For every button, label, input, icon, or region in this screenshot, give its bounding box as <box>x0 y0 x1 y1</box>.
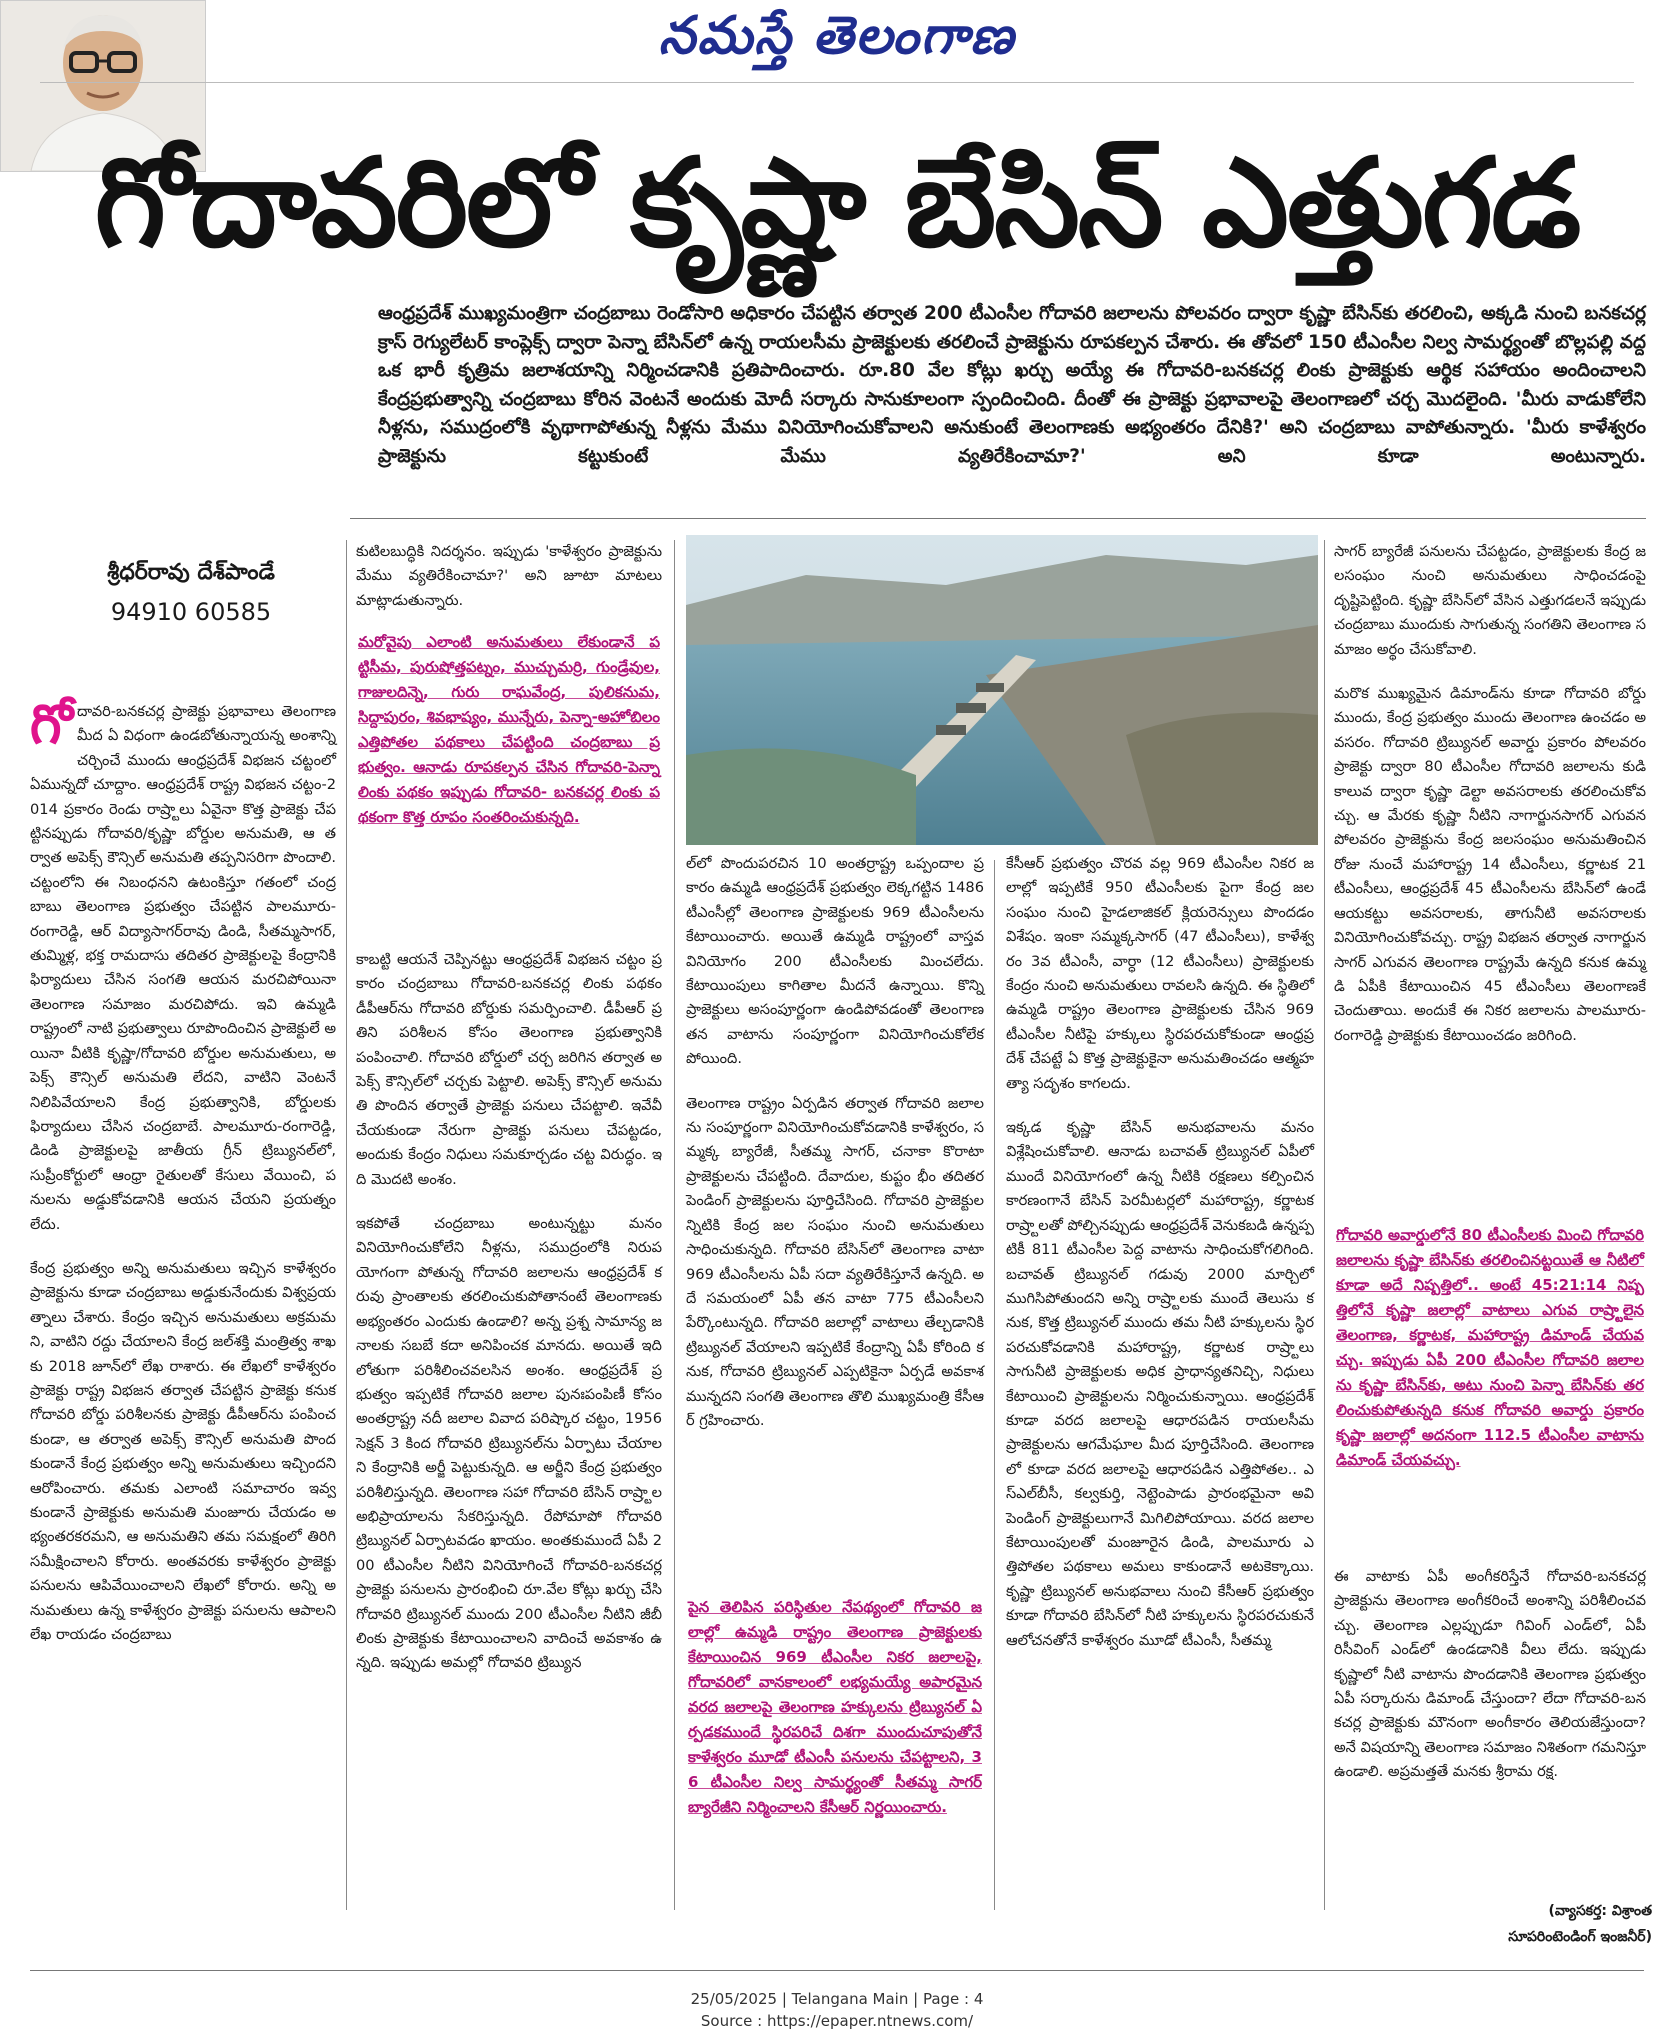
footer-date-page: 25/05/2025 | Telangana Main | Page : 4 <box>690 1990 984 2008</box>
paragraph: తెలంగాణ రాష్ట్రం ఏర్పడిన తర్వాత గోదావరి జలాలను సంపూర్ణంగా వినియోగించుకోవడానికి కాళేశ్వరం, సమ్మక్క బ్యారేజీ, సీతమ్మ సాగర్, చనాకా కొరాటా ప్రాజెక్టులను చేపట్టింది. దేవాదుల, కుప్టం భీం తదితర పెండింగ్ ప్రాజెక్టులను పూర్తిచేసింది. గోదావరి ప్రాజెక్టులన్నిటికి కేంద్ర జల సంఘం నుంచి అనుమతులు సాధించుకున్నది. గోదావరి బేసిన్‌లో తెలంగాణ వాటా 969 టీఎంసీలను ఏపీ సదా వ్యతిరేకిస్తూనే ఉన్నది. అదే సమయంలో ఏపీ తన వాటా 775 టీఎంసీలని పేర్కొంటున్నది. గోదావరి జలాల్లో వాటాలు తేల్చడానికి ట్రిబ్యునల్ వేయాలని ఇప్పటికే కేంద్రాన్ని ఏపీ కోరింది కనుక, గోదావరి ట్రిబ్యునల్ ఎప్పటికైనా ఏర్పడే అవకాశమున్నదని సంగతి తెలంగాణ తొలి ముఖ్యమంత్రి కేసీఆర్ గ్రహించారు. <box>686 1094 984 1429</box>
paragraph: కేంద్ర ప్రభుత్వం అన్ని అనుమతులు ఇచ్చిన కాళేశ్వరం ప్రాజెక్టును కూడా చంద్రబాబు అడ్డుకునేందుకు విశ్వప్రయత్నాలు చేశారు. కేంద్రం ఇచ్చిన అనుమతులు అక్రమమని, వాటిని రద్దు చేయాలని కేంద్ర జల్‌శక్తి మంత్రిత్వ శాఖకు 2018 జూన్‌లో లేఖ రాశారు. ఈ లేఖలో కాళేశ్వరం ప్రాజెక్టు రాష్ట్ర విభజన తర్వాత చేపట్టిన ప్రాజెక్టు కనుక గోదావరి బోర్డు పరిశీలనకు ప్రాజెక్టు డీపీఆర్‌ను పంపించకుండా, ఆ తర్వాత అపెక్స్ కౌన్సిల్ అనుమతి పొందకుండానే కేంద్ర ప్రభుత్వం అన్ని అనుమతులు ఇచ్చిందని ఆరోపించారు. తమకు ఎలాంటి సమాచారం ఇవ్వకుండానే ప్రాజెక్టుకు అనుమతి మంజూరు చేయడం అభ్యంతరకరమని, ఆ అనుమతిని తమ సమక్షంలో తిరిగి సమీక్షించాలని కోరారు. అంతవరకు కాళేశ్వరం ప్రాజెక్టు పనులను ఆపివేయించాలని లేఖలో కోరారు. అన్ని అనుమతులు ఉన్న కాళేశ్వరం ప్రాజెక్టు పనులను ఆపాలని లేఖ రాయడం చంద్రబాబు <box>30 1259 336 1644</box>
drop-cap: గో <box>30 693 73 756</box>
headline: గోదావరిలో కృష్ణా బేసిన్ ఎత్తుగడ <box>94 132 1580 274</box>
credit-line: సూపరింటెండింగ్ ఇంజనీర్) <box>1508 1929 1652 1945</box>
paragraph: సాగర్ బ్యారేజీ పనులను చేపట్టడం, ప్రాజెక్టులకు కేంద్ర జలసంఘం నుంచి అనుమతులు సాధించడంపై దృష్టిపెట్టింది. కృష్ణా బేసిన్‌లో వేసిన ఎత్తుగడలనే ఇప్పుడు చంద్రబాబు ముందుకు సాగుతున్న సంగతిని తెలంగాణ సమాజం అర్థం చేసుకోవాలి. <box>1334 543 1646 658</box>
pull-quote-3: గోదావరి అవార్డులోనే 80 టీఎంసీలకు మించి గోదావరి జలాలను కృష్ణా బేసిన్‌కు తరలించినట్టయితే ఆ నీటిలో కూడా అదే నిష్పత్తిలో.. అంటే 45:21:14 నిష్పత్తిలోనే కృష్ణా జలాల్లో వాటాలు ఎగువ రాష్ర్టాలైన తెలంగాణ, కర్ణాటక, మహారాష్ట్ర డిమాండ్ చేయవచ్చు. ఇప్పుడు ఏపీ 200 టీఎంసీల గోదావరి జలాలను కృష్ణా బేసిన్‌కు, అటు నుంచి పెన్నా బేసిన్‌కు తరలించుకుపోతున్నది కనుక గోదావరి అవార్డు ప్రకారం కృష్ణా జలాల్లో అదనంగా 112.5 టీఎంసీల వాటాను డిమాండ్ చేయవచ్చు. <box>1336 1226 1644 1469</box>
footer-divider <box>30 1970 1644 1971</box>
dam-image-icon <box>686 535 1318 845</box>
column-1 <box>30 693 337 1667</box>
credit-line: (వ్యాసకర్త: విశ్రాంత <box>1548 1903 1652 1919</box>
paragraph: దావరి-బనకచర్ల ప్రాజెక్టు ప్రభావాలు తెలంగాణ మీద ఏ విధంగా ఉండబోతున్నాయన్న అంశాన్ని చర్చించే ముందు ఆంధ్రప్రదేశ్ విభజన చట్టంలో ఏమున్నదో చూద్దాం. ఆంధ్రప్రదేశ్ రాష్ట్ర విభజన చట్టం-2014 ప్రకారం రెండు రాష్ర్టాలు ఏవైనా కొత్త ప్రాజెక్టు చేపట్టినప్పుడు గోదావరి/కృష్ణా బోర్డుల అనుమతి, ఆ తర్వాత అపెక్స్ కౌన్సిల్ అనుమతి తప్పనిసరిగా పొందాలి. చట్టంలోని ఈ నిబంధనని ఉటంకిస్తూ గతంలో చంద్రబాబు తెలంగాణ ప్రభుత్వం చేపట్టిన పాలమూరు-రంగారెడ్డి, ఆర్ విద్యాసాగర్‌రావు డిండి, సీతమ్మసాగర్, తుమ్మిళ్ల, భక్త రామదాసు తదితర ప్రాజెక్టులపై కేంద్రానికి ఫిర్యాదులు చేసిన సంగతి ఆయన మరచిపోయినా తెలంగాణ సమాజం మరచిపోదు. ఇవి ఉమ్మడి రాష్ట్రంలో నాటి ప్రభుత్వాలు రూపొందించిన ప్రాజెక్టులే అయినా వీటికి కృష్ణా/గోదావరి బోర్డుల అనుమతులు, అపెక్స్ కౌన్సిల్ అనుమతి లేదని, వాటిని వెంటనే నిలిపివేయాలని కేంద్ర ప్రభుత్వానికి, బోర్డులకు ఫిర్యాదులు చేసిన చంద్రబాబే. పాలమూరు-రంగారెడ్డి, డిండి ప్రాజెక్టులపై జాతీయ గ్రీన్ ట్రిబ్యునల్‌లో, సుప్రీంకోర్టులో ఆంధ్రా రైతులతో కేసులు వేయించి, పనులను అడ్డుకోవడానికి ఆయన చేయని ప్రయత్నం లేదు. <box>30 703 337 1233</box>
column-rule <box>346 540 347 1910</box>
intro-text: ఆంధ్రప్రదేశ్ ముఖ్యమంత్రిగా చంద్రబాబు రెండోసారి అధికారం చేపట్టిన తర్వాత 200 టీఎంసీల గోదావరి జలాలను పోలవరం ద్వారా కృష్ణా బేసిన్‌కు తరలించి, అక్కడి నుంచి బనకచర్ల క్రాస్ రెగ్యులేటర్ కాంప్లెక్స్ ద్వారా పెన్నా బేసిన్‌లో ఉన్న రాయలసీమ ప్రాజెక్టులకు తరలించే ప్రాజెక్టును రూపకల్పన చేశారు. ఈ తోవలో 150 టీఎంసీల నిల్వ సామర్థ్యంతో బొల్లపల్లి వద్ద ఒక భారీ కృత్రిమ జలాశయాన్ని నిర్మించడానికి ప్రతిపాదించారు. రూ.80 వేల కోట్లు ఖర్చు అయ్యే ఈ గోదావరి-బనకచర్ల లింకు ప్రాజెక్టుకు ఆర్థిక సహాయం అందించాలని కేంద్రప్రభుత్వాన్ని చంద్రబాబు కోరిన వెంటనే అందుకు మోదీ సర్కారు సానుకూలంగా స్పందించింది. దీంతో ఈ ప్రాజెక్టు ప్రభావాలపై తెలంగాణలో చర్చ మొదలైంది. 'మీరు వాడుకోలేని నీళ్లను, సముద్రంలోకి వృథాగాపోతున్న నీళ్లను మేము వినియోగించుకోవాలని అనుకుంటే తెలంగాణకు అభ్యంతరం దేనికి?' అని చంద్రబాబు వాపోతున్నారు. 'మీరు కాళేశ్వరం ప్రాజెక్టును కట్టుకుంటే మేము వ్యతిరేకించామా?' అని కూడా అంటున్నారు. <box>378 303 1646 467</box>
paragraph: కుటిలబుద్ధికి నిదర్శనం. ఇప్పుడు 'కాళేశ్వరం ప్రాజెక్టును మేము వ్యతిరేకించామా?' అని జూటా మాటలు మాట్లాడుతున్నారు. <box>356 543 662 609</box>
column-5-continued <box>1334 1565 1646 1805</box>
masthead-logo: నమస్తే తెలంగాణ <box>658 6 1016 66</box>
column-rule <box>994 860 995 1910</box>
author-phone: 94910 60585 <box>110 598 272 626</box>
column-5 <box>1334 540 1646 1068</box>
column-2-continued <box>356 948 662 1696</box>
paragraph: ఈ వాటాకు ఏపీ అంగీకరిస్తేనే గోదావరి-బనకచర్ల ప్రాజెక్టును తెలంగాణ అంగీకరించే అంశాన్ని పరిశీలించవచ్చు. తెలంగాణ ఎల్లప్పుడూ గివింగ్ ఎండ్‌లో, ఏపీ రిసీవింగ్ ఎండ్‌లో ఉండడానికి వీలు లేదు. ఇప్పుడు కృష్ణాలో నీటి వాటాను పొందడానికి తెలంగాణ ప్రభుత్వం ఏపీ సర్కారును డిమాండ్ చేస్తుందా? లేదా గోదావరి-బనకచర్ల ప్రాజెక్టుకు మౌనంగా అంగీకారం తెలియజేస్తుందా? అనే విషయాన్ని తెలంగాణ సమాజం నిశితంగా గమనిస్తూ ఉండాలి. అప్రమత్తతే మనకు శ్రీరామ రక్ష. <box>1334 1568 1646 1781</box>
author-name: శ్రీధర్‌రావు దేశ్‌పాండే <box>107 560 275 585</box>
paragraph: కేసీఆర్ ప్రభుత్వం చొరవ వల్ల 969 టీఎంసీల నికర జలాల్లో ఇప్పటికే 950 టీఎంసీలకు పైగా కేంద్ర జల సంఘం నుంచి హైడలాజికల్ క్లియరెన్సులు పొందడం విశేషం. ఇంకా సమ్మక్కసాగర్ (47 టీఎంసీలు), కాళేశ్వరం 3వ టీఎంసీ, వార్ధా (12 టీఎంసీలు) ప్రాజెక్టులకు కేంద్రం నుంచి అనుమతులు రావలసి ఉన్నది. ఈ స్థితిలో ఉమ్మడి రాష్ట్రం తెలంగాణ ప్రాజెక్టులకు చేసిన 969 టీఎంసీల నీటిపై హక్కులు స్థిరపరచుకోకుండా ఆంధ్రప్రదేశ్ చేపట్టే ఏ కొత్త ప్రాజెక్టుకైనా అనుమతించడం ఆత్మహత్యా సదృశం కాగలదు. <box>1006 855 1314 1092</box>
paragraph: ల్‌లో పొందుపరచిన 10 అంతర్రాష్ట్ర ఒప్పందాల ప్రకారం ఉమ్మడి ఆంధ్రప్రదేశ్ ప్రభుత్వం లెక్కగట్టిన 1486 టీఎంసీల్లో తెలంగాణ ప్రాజెక్టులకు 969 టీఎంసీలను కేటాయించారు. అయితే ఉమ్మడి రాష్ట్రంలో వాస్తవ వినియోగం 200 టీఎంసీలకు మించలేదు. కేటాయింపులు కాగితాల మీదనే ఉన్నాయి. కొన్ని ప్రాజెక్టులు అసంపూర్ణంగా ఉండిపోవడంతో తెలంగాణ తన వాటాను సంపూర్ణంగా వినియోగించుకోలేకపోయింది. <box>686 855 984 1068</box>
intro-divider <box>350 518 1646 519</box>
paragraph: మరొక ముఖ్యమైన డిమాండ్‌ను కూడా గోదావరి బోర్డు ముందు, కేంద్ర ప్రభుత్వం ముందు తెలంగాణ ఉంచడం అవసరం. గోదావరి ట్రిబ్యునల్ అవార్డు ప్రకారం పోలవరం ప్రాజెక్టు ద్వారా 80 టీఎంసీల గోదావరి జలాలను కుడి కాలువ ద్వారా కృష్ణా డెల్టా అవసరాలకు తరలించుకోవచ్చు. ఆ మేరకు కృష్ణా నీటిని నాగార్జునసాగర్ ఎగువన పోలవరం ప్రాజెక్టును కేంద్ర జలసంఘం అనుమతించిన రోజు నుంచే మహారాష్ట్ర 14 టీఎంసీలు, కర్ణాటక 21 టీఎంసీలు, ఆంధ్రప్రదేశ్ 45 టీఎంసీలను బేసిన్‌లో ఉండే ఆయకట్టు అవసరాలకు, తాగునీటి అవసరాలకు వినియోగించుకోవచ్చు. రాష్ట్ర విభజన తర్వాత నాగార్జునసాగర్ ఎగువన తెలంగాణ రాష్ట్రమే ఉన్నది కనుక ఉమ్మడి ఏపీకి కేటాయించిన 45 టీఎంసీలు తెలంగాణకే చెందుతాయి. అందుకే ఈ నికర జలాలను పాలమూరు-రంగారెడ్డి ప్రాజెక్టుకు కేటాయించడం జరిగింది. <box>1334 685 1646 1044</box>
column-rule <box>1324 540 1325 1910</box>
paragraph: ఇకపోతే చంద్రబాబు అంటున్నట్టు మనం వినియోగించుకోలేని నీళ్లను, సముద్రంలోకి నిరుపయోగంగా పోతున్న గోదావరి జలాలను ఆంధ్రప్రదేశ్ కరువు ప్రాంతాలకు తరలించుకుపోతానంటే తెలంగాణకు అభ్యంతరం ఎందుకు ఉండాలి? అన్న ప్రశ్న సామాన్య జనాలకు సబబే కదా అనిపించక మానదు. అయితే ఇది లోతుగా పరిశీలించవలసిన అంశం. ఆంధ్రప్రదేశ్ ప్రభుత్వం ఇప్పటికే గోదావరి జలాల పునఃపంపిణీ కోసం అంతర్రాష్ట్ర నదీ జలాల వివాద పరిష్కార చట్టం, 1956 సెక్షన్ 3 కింద గోదావరి ట్రిబ్యునల్‌ను ఏర్పాటు చేయాలని కేంద్రానికి అర్జీ పెట్టుకున్నది. ఆ అర్జీని కేంద్ర ప్రభుత్వం పరిశీలిస్తున్నది. తెలంగాణ సహా గోదావరి బేసిన్ రాష్ర్టాల అభిప్రాయాలను సేకరిస్తున్నది. రేపోమాపో గోదావరి ట్రిబ్యునల్ ఏర్పాటవడం ఖాయం. అంతకుముందే ఏపీ 200 టీఎంసీల నీటిని వినియోగించే గోదావరి-బనకచర్ల ప్రాజెక్టు పనులను ప్రారంభించి రూ.వేల కోట్లు ఖర్చు చేసి గోదావరి ట్రిబ్యునల్ ముందు 200 టీఎంసీల నీటిని జీబీ లింకు ప్రాజెక్టుకు కేటాయించాలని వాదించే అవకాశం ఉన్నది. ఇప్పుడు అమల్లో గోదావరి ట్రిబ్యున <box>356 1215 662 1672</box>
paragraph: ఇక్కడ కృష్ణా బేసిన్ అనుభవాలను మనం విశ్లేషించుకోవాలి. ఆనాడు బచావత్ ట్రిబ్యునల్ ఏపీలో ముందే వినియోగంలో ఉన్న నీటికి రక్షణలు కల్పించిన కారణంగానే బేసిన్ పెరమీటర్లలో మహారాష్ట్ర, కర్ణాటక రాష్ర్టాలతో పోల్చినప్పుడు ఆంధ్రప్రదేశ్ వెనుకబడి ఉన్నప్పటికీ 811 టీఎంసీల పెద్ద వాటాను సాధించుకోగలిగింది. బచావత్ ట్రిబ్యునల్ గడువు 2000 మార్చిలో ముగిసిపోతుందని అన్ని రాష్ర్టాలకు ముందే తెలుసు కనుక, కొత్త ట్రిబ్యునల్ ముందు తమ నీటి హక్కులను స్థిరపరచుకోవడానికి మహారాష్ట్ర, కర్ణాటక రాష్ర్టాలు సాగునీటి ప్రాజెక్టులకు అధిక ప్రాధాన్యతనిచ్చి, నిధులు కేటాయించి ప్రాజెక్టులను నిర్మించుకున్నాయి. ఆంధ్రప్రదేశ్ కూడా వరద జలాలపై ఆధారపడిన రాయలసీమ ప్రాజెక్టులను ఆగమేఘాల మీద పూర్తిచేసింది. తెలంగాణలో కూడా వరద జలాలపై ఆధారపడిన ఎత్తిపోతల.. ఎస్ఎల్‌బీసీ, కల్వకుర్తి, నెట్టెంపాడు ప్రారంభమైనా అవి పెండింగ్ ప్రాజెక్టులుగానే మిగిలిపోయాయి. వరద జలాల కేటాయింపులతో మంజూరైన డిండి, పాలమూరు ఎత్తిపోతల పథకాలు అమలు కాకుండానే అటకెక్కాయి. కృష్ణా ట్రిబ్యునల్ అనుభవాలు నుంచి కేసీఆర్ ప్రభుత్వం కూడా గోదావరి బేసిన్‌లో నీటి హక్కులను స్థిరపరచుకునే ఆలోచనతోనే కాళేశ్వరం మూడో టీఎంసీ, సీతమ్మ <box>1006 1119 1314 1649</box>
footer-source-link[interactable]: Source : https://epaper.ntnews.com/ <box>700 2012 974 2030</box>
pull-quote-1: మరోవైపు ఎలాంటి అనుమతులు లేకుండానే పట్టిసీమ, పురుషోత్తపట్నం, ముచ్చుమర్రి, గుండ్రేవుల, గాజులదిన్నె, గురు రాఘవేంద్ర, పులికనుమ, సిద్దాపురం, శివభాష్యం, మున్నేరు, పెన్నా-అహోబిలం ఎత్తిపోతల పథకాలు చేపట్టింది చంద్రబాబు ప్రభుత్వం. ఆనాడు రూపకల్పన చేసిన గోదావరి-పెన్నా లింకు పథకం ఇప్పుడు గోదావరి- బనకచర్ల లింకు పథకంగా కొత్త రూపం సంతరించుకున్నది. <box>358 633 660 826</box>
pull-quote-2: పైన తెలిపిన పరిస్థితుల నేపథ్యంలో గోదావరి జలాల్లో ఉమ్మడి రాష్ట్రం తెలంగాణ ప్రాజెక్టులకు కేటాయించిన 969 టీఎంసీల నికర జలాలపై, గోదావరిలో వానకాలంలో లభ్యమయ్యే అపారమైన వరద జలాలపై తెలంగాణ హక్కులను ట్రిబ్యునల్ ఏర్పడకముందే స్థిరపరిచే దిశగా ముందుచూపుతోనే కాళేశ్వరం మూడో టీఎంసీ పనులను చేపట్టాలని, 36 టీఎంసీల నిల్వ సామర్థ్యంతో సీతమ్మ సాగర్ బ్యారేజీని నిర్మించాలని కేసీఆర్ నిర్ణయించారు. <box>688 1598 982 1816</box>
column-2 <box>356 540 662 633</box>
intro-paragraph <box>378 300 1646 471</box>
column-rule <box>674 540 675 1910</box>
paragraph: కాబట్టి ఆయనే చెప్పినట్టు ఆంధ్రప్రదేశ్ విభజన చట్టం ప్రకారం చంద్రబాబు గోదావరి-బనకచర్ల లింకు పథకం డీపీఆర్‌ను గోదావరి బోర్డుకు సమర్పించాలి. డీపీఆర్ ప్రతిని పరిశీలన కోసం తెలంగాణ ప్రభుత్వానికి పంపించాలి. గోదావరి బోర్డులో చర్చ జరిగిన తర్వాత అపెక్స్ కౌన్సిల్‌లో చర్చకు పెట్టాలి. అపెక్స్ కౌన్సిల్ అనుమతి పొందిన తర్వాతే ప్రాజెక్టు పనులు చేపట్టాలి. ఇవేవీ చేయకుండా నేరుగా ప్రాజెక్టు పనులు చేపట్టడం, అందుకు కేంద్రం నిధులు సమకూర్చడం చట్ట విరుద్ధం. ఇది మొదటి అంశం. <box>356 951 662 1188</box>
author-credit <box>1330 1898 1652 1950</box>
column-3 <box>686 852 984 1453</box>
masthead-divider <box>40 82 1634 83</box>
dam-photo <box>686 535 1318 845</box>
column-4 <box>1006 852 1314 1673</box>
